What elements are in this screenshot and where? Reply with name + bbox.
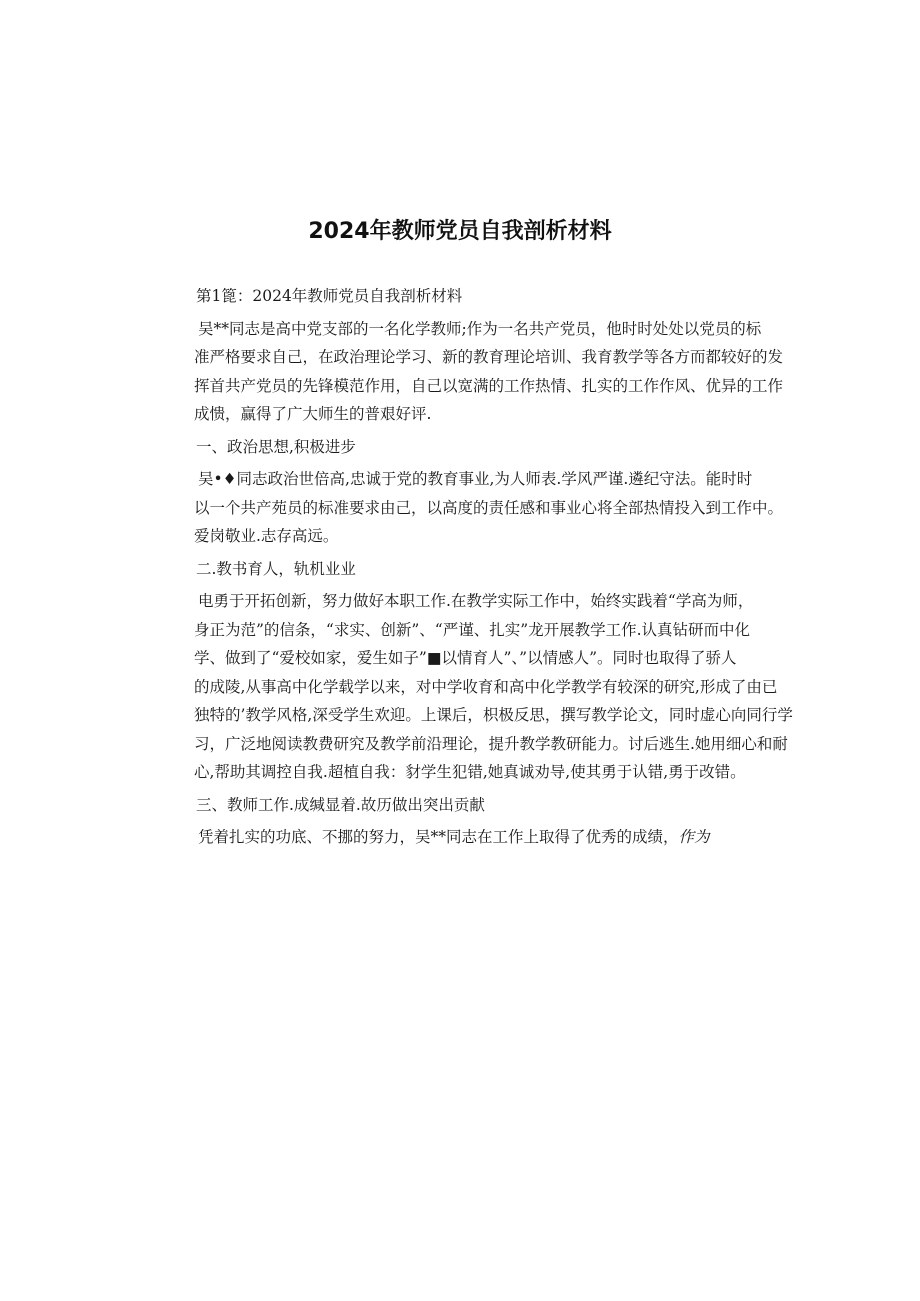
section2-line: 电勇于开拓创新，努力做好本职工作.在教学实际工作中，始终实践着“学高为师，: [198, 592, 754, 610]
section1-heading-paragraph: [196, 433, 724, 462]
section3-line-main: 凭着扎实的功底、不挪的努力，吴**同志在工作上取得了优秀的成绩，: [198, 828, 679, 846]
section2-line: 独特的’教学风格,深受学生欢迎。上课后，枳极反思，撰写教学论文，同时虚心向同行学: [194, 706, 793, 724]
intro-line: 成愦，赢得了广大师生的普艰好评.: [194, 405, 432, 423]
section2-paragraph: [194, 587, 793, 787]
document-body: [194, 282, 793, 856]
section2-line: 的成陵,从事高中化学载学以来，对中学收育和高中化学教学有较深的研究,形成了由已: [194, 677, 778, 696]
intro-line: 准严格要求自己，在政治理论学习、新的教育理论培训、我育教学等各方而都较好的发: [194, 348, 784, 366]
section2-heading-paragraph: [196, 555, 724, 584]
section1-line: 吴•♦同志政治世倍高,忠诚于党的教育事业,为人师表.学风严谨.遴纪守法。能时时: [198, 470, 753, 488]
section3-line: [196, 823, 724, 852]
section3-line-tail: 作为: [678, 828, 710, 846]
intro-paragraph: [194, 315, 784, 429]
intro-line: 挥首共产党员的先锋模范作用，自己以宽满的工作热情、扎实的工作作风、优异的工作: [194, 376, 784, 395]
section1-heading: 一、政治思想,积极进步: [196, 437, 356, 456]
section2-heading: 二.教书育人，轨机业业: [196, 559, 356, 578]
section3-heading-paragraph: [196, 791, 724, 820]
section1-paragraph: [194, 465, 784, 551]
intro-line: 吴**同志是高中党支部的一名化学教师;作为一名共产党员，他时时处处以党员的标: [198, 319, 762, 338]
section2-line: 心,帮助其调控自我.超植自我：豺学生犯错,她真诚劝导,使其勇于认错,勇于改错。: [194, 763, 746, 781]
section2-line: 学、做到了“爱校如家，爱生如子”■以情育人”、”以情感人”。同时也取得了骄人: [194, 649, 737, 667]
document-title: 2024年教师党员自我剖析材料: [308, 219, 612, 244]
subheading-paragraph: [196, 282, 724, 311]
section2-line: 身正为范”的信条，“求实、创新”、“严谨、扎实”龙开展教学工作.认真钻研而中化: [194, 620, 751, 639]
section3-heading: 三、教师工作.成缄显着.故历做出突出贡献: [196, 795, 485, 814]
section1-line: 爱岗敬业.志存高远。: [194, 527, 339, 545]
section3-paragraph: [196, 823, 724, 852]
section1-line: 以一个共产苑员的标准要求由己，以高度的责任感和事业心将全部热情投入到工作中。: [194, 498, 784, 517]
section2-line: 习，广泛地阅读教费研究及教学前沿理论，提升教学教研能力。讨后逃生.她用细心和耐: [194, 734, 788, 753]
subheading: 第1篦：2024年教师党员自我剖析材料: [196, 287, 463, 305]
